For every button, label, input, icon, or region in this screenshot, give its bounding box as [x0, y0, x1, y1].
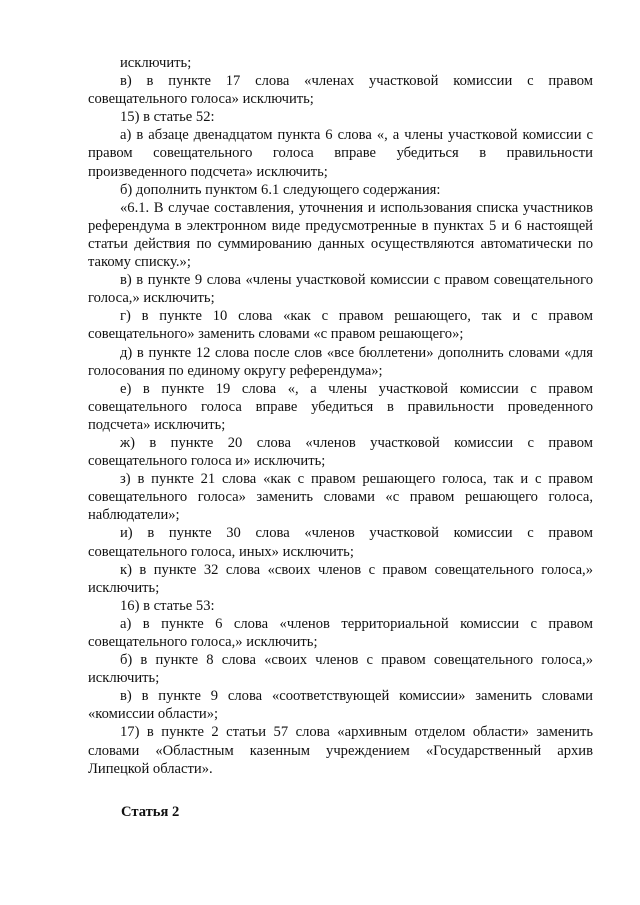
paragraph: а) в абзаце двенадцатом пункта 6 слова «, а члены участковой комиссии с правом совещательного голоса вправе убедиться в правильности произведенного подсчета» исключить; — [88, 127, 593, 180]
paragraph: в) в пункте 17 слова «членах участковой комиссии с правом совещательного голоса» исключить; — [88, 73, 593, 108]
paragraph: б) в пункте 8 слова «своих членов с правом совещательного голоса,» исключить; — [88, 652, 593, 687]
paragraph: 15) в статье 52: — [120, 109, 215, 126]
paragraph: б) дополнить пунктом 6.1 следующего содержания: — [120, 181, 441, 198]
paragraph: ж) в пункте 20 слова «членов участковой комиссии с правом совещательного голоса и» исключить; — [88, 434, 593, 470]
paragraph: а) в пункте 6 слова «членов территориальной комиссии с правом совещательного голоса,» исключить; — [88, 615, 593, 650]
paragraph: исключить; — [120, 55, 192, 71]
article-heading: Статья 2 — [121, 804, 180, 820]
paragraph: к) в пункте 32 слова «своих членов с правом совещательного голоса,» исключить; — [88, 561, 593, 596]
paragraph: «6.1. В случае составления, уточнения и использования списка участников референдума в электронном виде предусмотренные в пунктах 5 и 6 настоящей статьи действия по суммированию данных осуществляются автоматически по такому списку.»; — [88, 199, 593, 271]
paragraph: и) в пункте 30 слова «членов участковой комиссии с правом совещательного голоса, иных» исключить; — [88, 525, 593, 560]
paragraph: д) в пункте 12 слова после слов «все бюллетени» дополнить словами «для голосования по единому округу референдума»; — [88, 344, 593, 379]
paragraph: 16) в статье 53: — [120, 597, 215, 614]
paragraph: е) в пункте 19 слова «, а члены участковой комиссии с правом совещательного голоса вправе убедиться в правильности проведенного подсчета» исключить; — [88, 380, 593, 433]
paragraph: з) в пункте 21 слова «как с правом решающего голоса, так и с правом совещательного голоса» заменить словами «с правом решающего голоса, наблюдатели»; — [88, 471, 593, 524]
document-body — [88, 54, 593, 778]
paragraph: 17) в пункте 2 статьи 57 слова «архивным отделом области» заменить словами «Областным казенным учреждением «Государственный архив Липецкой области». — [88, 724, 593, 777]
paragraph: г) в пункте 10 слова «как с правом решающего, так и с правом совещательного» заменить словами «с правом решающего»; — [88, 308, 593, 343]
paragraph: в) в пункте 9 слова «соответствующей комиссии» заменить словами «комиссии области»; — [88, 688, 593, 723]
paragraph: в) в пункте 9 слова «члены участковой комиссии с правом совещательного голоса,» исключить; — [88, 272, 593, 307]
